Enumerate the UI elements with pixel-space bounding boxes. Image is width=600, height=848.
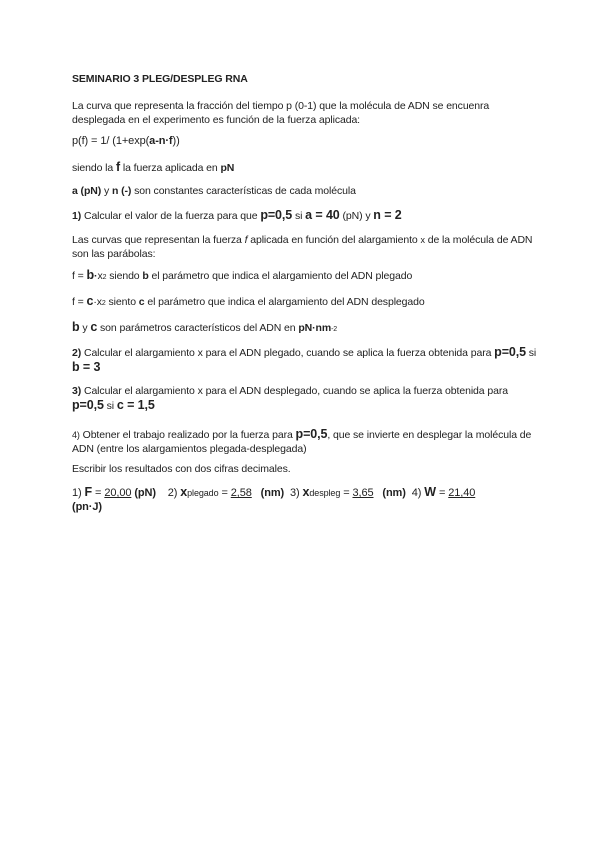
parab-c-dot: · — [93, 296, 97, 308]
answer-4-eq: = — [435, 487, 449, 499]
q4-rest: , que se invierte en desplegar la molécula de ADN (entre los alargamientos plegada-desplegada) — [72, 429, 532, 455]
answer-4-number: 4) — [411, 487, 425, 499]
intro-paragraph: La curva que representa la fracción del tiempo p (0-1) que la molécula de ADN se encuenra desplegada en el experimento es función de la fuerza aplicada: — [72, 100, 490, 126]
q3-text: Calcular el alargamiento x para el ADN desplegado, cuando se aplica la fuerza obtenida para — [81, 385, 508, 397]
params-rest: son parámetros característicos del ADN en — [97, 322, 299, 334]
answer-3-number: 3) — [290, 487, 303, 499]
q1-number: 1) — [72, 210, 82, 222]
q2-b: b = 3 — [72, 360, 101, 374]
answer-2-field[interactable]: 2,58 — [230, 487, 252, 499]
q2-p: p=0,5 — [494, 345, 526, 359]
answer-4-field[interactable]: 21,40 — [448, 487, 476, 499]
curves-text-3: de la molécula de ADN son las parábolas: — [72, 234, 533, 260]
q1-n: n = 2 — [373, 208, 402, 222]
answer-3-var: x — [302, 485, 310, 499]
answer-4-var: W — [424, 485, 436, 499]
const-n: n (-) — [111, 185, 132, 197]
parab-b-lhs: f = — [72, 270, 87, 282]
question-3 — [72, 384, 538, 413]
const-a: a (pN) — [72, 185, 102, 197]
params-c: c — [90, 320, 98, 334]
instructions: Escribir los resultados con dos cifras decimales. — [72, 463, 291, 475]
parab-c-exp: 2 — [101, 300, 106, 307]
answer-2-number: 2) — [167, 487, 181, 499]
answer-3-field[interactable]: 3,65 — [352, 487, 374, 499]
formula-exponent: a-n·f — [149, 135, 173, 147]
curves-paragraph — [72, 233, 538, 261]
parab-b-param: b — [142, 270, 149, 282]
force-definition — [72, 160, 538, 175]
q1-text: Calcular el valor de la fuerza para que — [81, 210, 261, 222]
parab-b-symbol: b — [86, 268, 95, 282]
force-def-mid: la fuerza aplicada en — [120, 162, 221, 174]
answer-2-unit: (nm) — [260, 487, 285, 499]
answer-4-unit: (pn·J) — [72, 501, 102, 513]
constants-definition — [72, 184, 538, 198]
q1-a: a = 40 — [305, 208, 340, 222]
parab-c-lhs: f = — [72, 296, 87, 308]
document-title: SEMINARIO 3 PLEG/DESPLEG RNA — [72, 73, 248, 85]
parab-b-x: x — [97, 270, 103, 282]
answers-line — [72, 485, 538, 514]
const-and: y — [101, 185, 112, 197]
q4-text: Obtener el trabajo realizado por la fuerza para — [79, 429, 296, 441]
curves-f: f — [244, 234, 248, 246]
const-rest: son constantes características de cada molécula — [131, 185, 356, 197]
q2-si: si — [525, 347, 537, 359]
probability-formula — [72, 134, 538, 148]
answer-2-var: x — [180, 485, 188, 499]
parab-c-symbol: c — [86, 294, 94, 308]
curves-text-2: aplicada en función del alargamiento — [247, 234, 421, 246]
force-unit: pN — [220, 162, 235, 174]
answer-3-eq: = — [340, 487, 353, 499]
question-2 — [72, 345, 538, 375]
parameters-definition — [72, 320, 538, 337]
q3-si: si — [103, 400, 117, 412]
q2-number: 2) — [72, 347, 82, 359]
answer-1-eq: = — [92, 487, 105, 499]
q1-si: si — [292, 210, 306, 222]
answer-1-unit: (pN) — [131, 487, 156, 499]
answer-2-sub: plegado — [187, 488, 219, 498]
q3-p: p=0,5 — [72, 398, 104, 412]
answer-1-var: F — [84, 485, 93, 499]
parab-b-rest: el parámetro que indica el alargamiento del ADN plegado — [148, 270, 413, 282]
answer-1-field[interactable]: 20,00 — [104, 487, 132, 499]
q3-c: c = 1,5 — [116, 398, 155, 412]
params-unit: pN·nm — [298, 322, 332, 334]
q4-p: p=0,5 — [295, 427, 328, 441]
params-exp: -2 — [331, 326, 338, 333]
parab-c-rest: el parámetro que indica el alargamiento del ADN desplegado — [144, 296, 425, 308]
question-4 — [72, 427, 538, 456]
q1-unit: (pN) y — [339, 210, 374, 222]
q1-p: p=0,5 — [260, 208, 293, 222]
answer-2-eq: = — [218, 487, 231, 499]
q3-number: 3) — [72, 385, 82, 397]
parabola-unfolded — [72, 294, 538, 311]
parab-b-dot: · — [94, 270, 98, 282]
force-def-pre: siendo la — [72, 162, 116, 174]
parab-b-pre: siendo — [106, 270, 143, 282]
question-1 — [72, 208, 538, 223]
params-and: y — [79, 322, 91, 334]
parab-c-pre: siento — [105, 296, 139, 308]
answer-3-unit: (nm) — [382, 487, 406, 499]
answer-1-number: 1) — [72, 487, 85, 499]
parabola-folded — [72, 268, 538, 285]
formula-lhs: p(f) = 1/ (1+exp( — [72, 135, 150, 147]
curves-x: x — [420, 235, 425, 245]
parab-b-exp: 2 — [102, 274, 107, 281]
answer-3-sub: despleg — [309, 488, 341, 498]
params-b: b — [72, 320, 80, 334]
parab-c-x: x — [96, 296, 102, 308]
curves-text-1: Las curvas que representan la fuerza — [72, 234, 245, 246]
parab-c-param: c — [138, 296, 145, 308]
q2-text: Calcular el alargamiento x para el ADN plegado, cuando se aplica la fuerza obtenida para — [81, 347, 495, 359]
q4-number: 4) — [72, 430, 80, 440]
formula-end: )) — [172, 135, 180, 147]
force-symbol: f — [115, 160, 121, 174]
